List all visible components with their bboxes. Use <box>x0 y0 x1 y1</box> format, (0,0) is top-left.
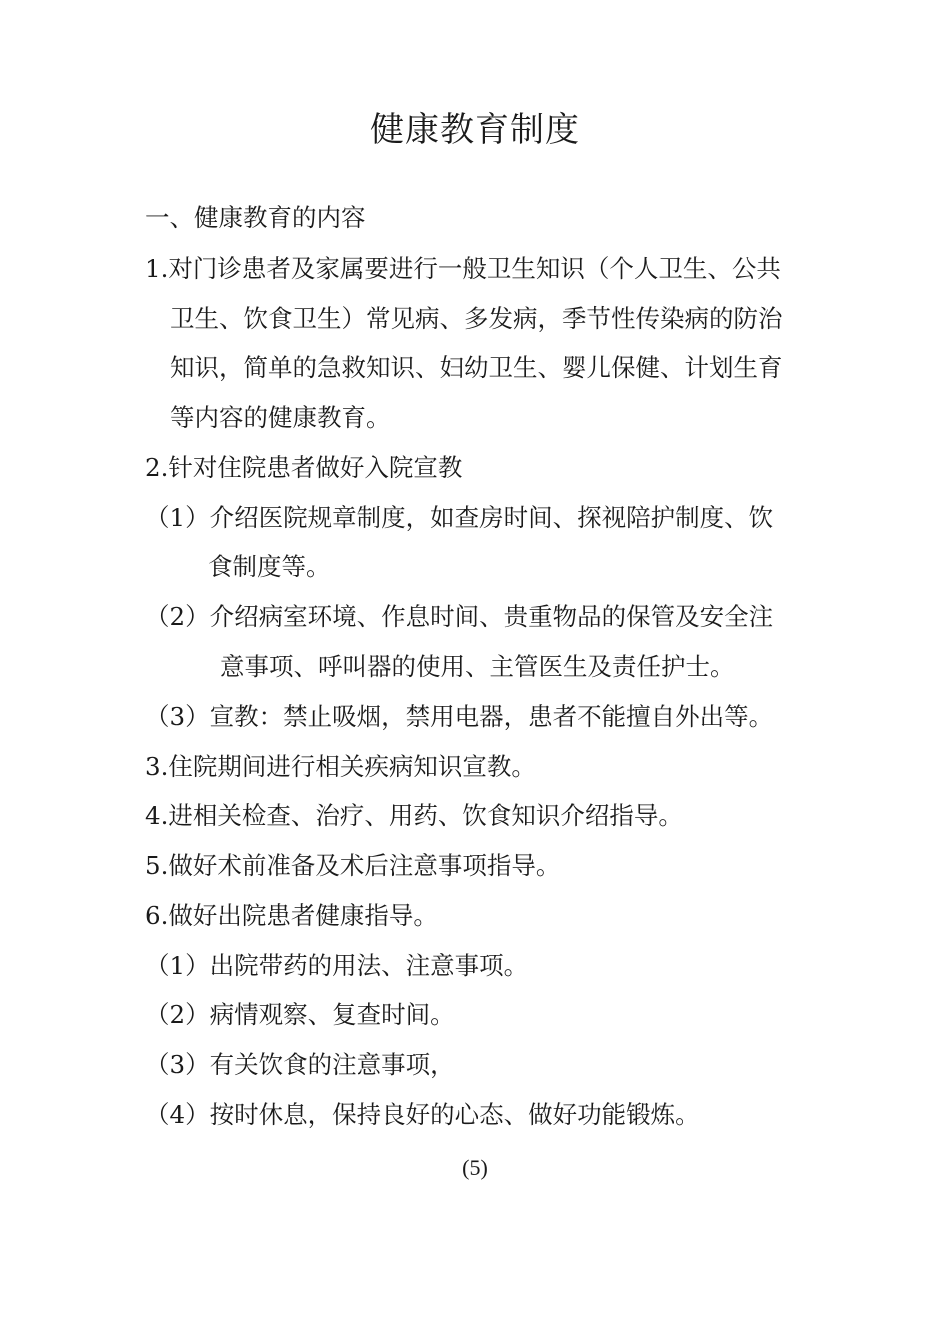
page-number: (5) <box>462 1155 488 1180</box>
item-5: 5.做好术前准备及术后注意事项指导。 <box>145 851 561 880</box>
item-6-sub-4: （4）按时休息，保持良好的心态、做好功能锻炼。 <box>145 1100 700 1129</box>
item-1-line-2: 卫生、饮食卫生）常见病、多发病，季节性传染病的防治 <box>170 304 783 333</box>
item-1-line-4: 等内容的健康教育。 <box>170 403 391 432</box>
item-6-sub-1: （1）出院带药的用法、注意事项。 <box>145 951 529 980</box>
page-title: 健康教育制度 <box>370 110 580 150</box>
item-2-sub-2-line-2: 意事项、呼叫器的使用、主管医生及责任护士。 <box>220 652 735 681</box>
item-2-sub-1-line-1: （1）介绍医院规章制度，如查房时间、探视陪护制度、饮 <box>145 503 774 532</box>
item-1-line-1: 1.对门诊患者及家属要进行一般卫生知识（个人卫生、公共 <box>145 254 781 283</box>
item-2-sub-1-line-2: 食制度等。 <box>208 552 331 581</box>
item-6-line-1: 6.做好出院患者健康指导。 <box>145 901 438 930</box>
item-1-line-3: 知识，简单的急救知识、妇幼卫生、婴儿保健、计划生育 <box>170 353 783 382</box>
section-heading: 一、健康教育的内容 <box>145 203 366 232</box>
item-4: 4.进相关检查、治疗、用药、饮食知识介绍指导。 <box>145 801 683 830</box>
item-2-sub-3: （3）宣教：禁止吸烟，禁用电器，患者不能擅自外出等。 <box>145 702 774 731</box>
item-2-line-1: 2.针对住院患者做好入院宣教 <box>145 453 463 482</box>
item-6-sub-2: （2）病情观察、复查时间。 <box>145 1000 455 1029</box>
item-6-sub-3: （3）有关饮食的注意事项， <box>145 1050 455 1079</box>
item-2-sub-2-line-1: （2）介绍病室环境、作息时间、贵重物品的保管及安全注 <box>145 602 774 631</box>
item-3: 3.住院期间进行相关疾病知识宣教。 <box>145 752 536 781</box>
